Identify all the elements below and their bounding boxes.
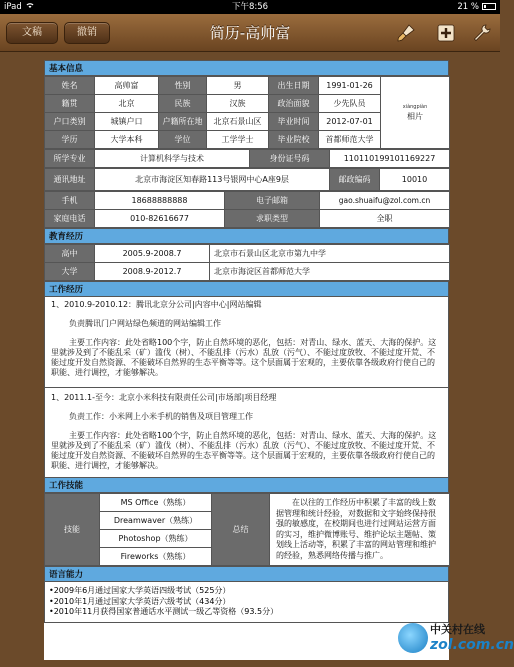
work-header: 1、2010.9-2010.12：腾讯北京分公司|内容中心|网站编辑 [51, 300, 262, 309]
section-work: 工作经历 [44, 281, 449, 297]
school-value: 首都师范大学 [319, 131, 381, 149]
skill-item: Dreamwaver（熟练） [100, 512, 212, 530]
work-duty: 负责工作：小米网上小米手机的销售及项目管理工作 [69, 412, 253, 421]
edu-period: 2008.9-2012.7 [95, 263, 210, 281]
document-title: 简历-高帅富 [209, 24, 291, 42]
photo-caption [382, 104, 448, 121]
work-header: 1、2011.1-至今：北京小米科技有限责任公司|市场部|项目经理 [51, 393, 277, 402]
contact-table [44, 149, 450, 168]
section-language: 语言能力 [44, 566, 449, 582]
grad-value: 2012-07-01 [319, 113, 381, 131]
grad-label: 毕业时间 [269, 113, 319, 131]
name-label: 姓名 [45, 77, 95, 95]
list-item: •2010年11月获得国家普通话水平测试一级乙等资格（93.5分） [49, 607, 279, 616]
skill-item: MS Office（熟练） [100, 494, 212, 512]
table-row [45, 494, 450, 512]
battery-percent: 21 % [457, 2, 479, 12]
documents-button[interactable]: 文稿 [6, 22, 58, 44]
battery-icon [482, 3, 496, 10]
address-value: 北京市海淀区知春路113号银网中心A座9层 [95, 169, 330, 191]
table-row [45, 245, 450, 263]
skill-item: Fireworks（熟练） [100, 548, 212, 566]
brush-icon[interactable] [396, 23, 416, 43]
origin-value: 北京 [95, 95, 159, 113]
edu-school: 北京市海淀区首都师范大学 [210, 263, 450, 281]
major-value: 计算机科学与技术 [95, 150, 250, 168]
political-value: 少先队员 [319, 95, 381, 113]
phone-value: 010-82616677 [95, 210, 225, 228]
origin-label: 籍贯 [45, 95, 95, 113]
photo-label: 相片 [407, 111, 423, 121]
political-label: 政治面貌 [269, 95, 319, 113]
zip-label: 邮政编码 [330, 169, 380, 191]
degree-value: 大学本科 [95, 131, 159, 149]
skills-label: 技能 [45, 494, 100, 566]
hukou-value: 城镇户口 [95, 113, 159, 131]
carrier-label: iPad [4, 2, 22, 12]
resume-document [44, 60, 449, 660]
skill-item: Photoshop（熟练） [100, 530, 212, 548]
birth-value: 1991-01-26 [319, 77, 381, 95]
hukou-place-value: 北京石景山区 [207, 113, 269, 131]
mobile-label: 手机 [45, 192, 95, 210]
work-content: 主要工作内容：此处省略100个字，防止自然环境的恶化，包括：对青山、绿水、蓝天、大海的保护。这里就涉及到了不能乱采（矿）滥伐（树）、不能乱排（污水）乱放（污气）、不能过度放牧、不能过度开荒、不能过度开发自然资源、不能破坏自然界的生态平衡等等。这个层面属于宏观的，主要依靠各级政府行使自己的职能、进行调控，才能够解决。 [51, 431, 437, 470]
zip-value: 10010 [380, 169, 450, 191]
add-icon[interactable] [436, 23, 456, 43]
address-label: 通讯地址 [45, 169, 95, 191]
mobile-value: 18688888888 [95, 192, 225, 210]
email-label: 电子邮箱 [225, 192, 320, 210]
major-label: 所学专业 [45, 150, 95, 168]
edu-level: 大学 [45, 263, 95, 281]
id-value: 110110199101169227 [330, 150, 450, 168]
divider [45, 387, 448, 388]
job-value: 全职 [320, 210, 450, 228]
edu-period: 2005.9-2008.7 [95, 245, 210, 263]
table-row [45, 263, 450, 281]
ethnic-value: 汉族 [207, 95, 269, 113]
id-label: 身份证号码 [250, 150, 330, 168]
section-basic-info: 基本信息 [44, 60, 449, 76]
birth-label: 出生日期 [269, 77, 319, 95]
basic-info-table [44, 76, 450, 149]
watermark-top: 中关村在线 [430, 623, 485, 636]
degree-label: 学历 [45, 131, 95, 149]
address-table [44, 168, 450, 191]
email-value: gao.shuaifu@zol.com.cn [320, 192, 450, 210]
academic-value: 工学学士 [207, 131, 269, 149]
gender-value: 男 [207, 77, 269, 95]
work-duty: 负责腾讯门户网站绿色频道的网站编辑工作 [69, 319, 221, 328]
table-row [45, 210, 450, 228]
gender-label: 性别 [159, 77, 207, 95]
work-content: 主要工作内容：此处省略100个字，防止自然环境的恶化，包括：对青山、绿水、蓝天、大海的保护。这里就涉及到了不能乱采（矿）滥伐（树）、不能乱排（污水）乱放（污气）、不能过度放牧、不能过度开荒、不能过度开发自然资源、不能破坏自然界的生态平衡等等。这个层面属于宏观的，主要依靠各级政府行使自己的职能、进行调控，才能够解决。 [51, 338, 437, 377]
table-row [45, 169, 450, 191]
status-bar [0, 0, 500, 14]
list-item: •2010年1月通过国家大学英语六级考试（434分） [49, 596, 231, 606]
skills-table [44, 493, 450, 566]
table-row [45, 77, 450, 95]
undo-button[interactable]: 撤销 [64, 22, 110, 44]
hukou-label: 户口类别 [45, 113, 95, 131]
language-list [44, 582, 449, 623]
photo-pinyin: xiàngpiàn [402, 103, 428, 110]
education-table [44, 244, 450, 281]
summary-text: 在以往的工作经历中积累了丰富的线上数据管理和统计经验，对数据和文字始终保持很强的敏感度，在校期间也进行过网站运营方面的实习，维护微博账号、维护论坛主题帖、策划线上活动等，积累了丰富的网站管理和维护的经验，熟悉网络传播与推广。 [270, 494, 450, 566]
wrench-icon[interactable] [472, 23, 492, 43]
hukou-place-label: 户籍所在地 [159, 113, 207, 131]
job-label: 求职类型 [225, 210, 320, 228]
work-experience [44, 297, 449, 477]
watermark-bottom: zol.com.cn [430, 637, 514, 653]
phone-label: 家庭电话 [45, 210, 95, 228]
clock: 下午8:56 [231, 2, 269, 12]
academic-label: 学位 [159, 131, 207, 149]
toolbar [0, 14, 500, 52]
summary-label: 总结 [212, 494, 270, 566]
battery-status [457, 0, 496, 14]
table-row [45, 150, 450, 168]
photo-cell [381, 77, 450, 149]
edu-level: 高中 [45, 245, 95, 263]
table-row [45, 192, 450, 210]
zol-logo-icon [398, 623, 428, 653]
ethnic-label: 民族 [159, 95, 207, 113]
edu-school: 北京市石景山区北京市第九中学 [210, 245, 450, 263]
section-education: 教育经历 [44, 228, 449, 244]
name-value: 高帅富 [95, 77, 159, 95]
phone-table [44, 191, 450, 228]
school-label: 毕业院校 [269, 131, 319, 149]
list-item: •2009年6月通过国家大学英语四级考试（525分） [49, 586, 231, 595]
section-skills: 工作技能 [44, 477, 449, 493]
zol-watermark [398, 619, 514, 659]
